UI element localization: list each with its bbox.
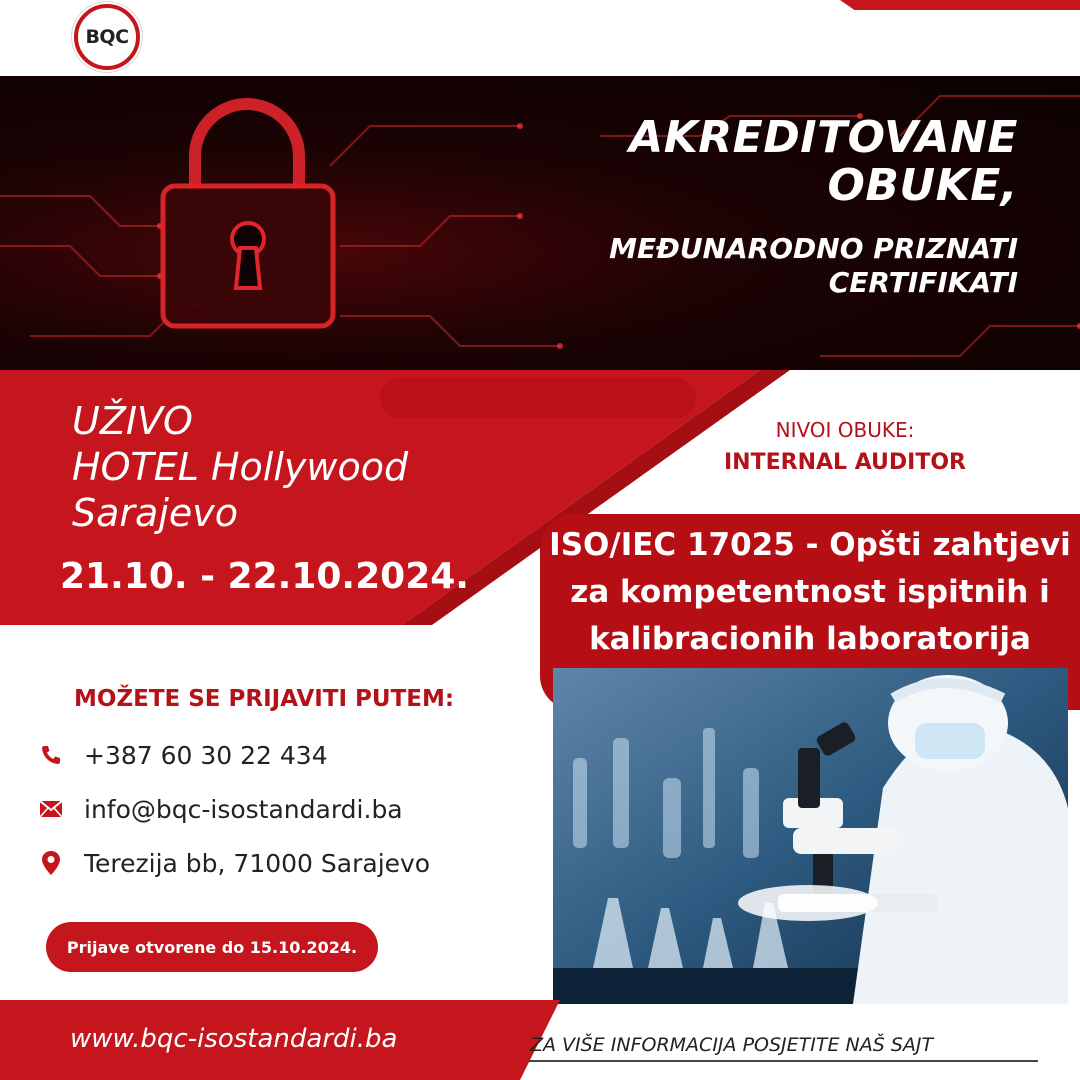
headline-line3: MEĐUNARODNO PRIZNATI — [609, 232, 1018, 265]
laboratory-photo — [553, 668, 1068, 1004]
event-dates: 21.10. - 22.10.2024. — [60, 556, 469, 597]
email-address: info@bqc-isostandardi.ba — [84, 794, 403, 824]
course-title-line3: kalibracionih laboratorija — [589, 621, 1031, 657]
envelope-icon — [38, 796, 64, 822]
registration-deadline-badge[interactable]: Prijave otvorene do 15.10.2024. — [46, 922, 378, 972]
event-venue: HOTEL Hollywood — [72, 445, 409, 489]
event-live-label: UŽIVO — [72, 399, 193, 443]
logo-text: BQC — [85, 26, 129, 48]
event-city: Sarajevo — [72, 491, 238, 535]
course-title — [540, 522, 1080, 663]
contact-email[interactable] — [38, 792, 403, 826]
event-location — [72, 398, 408, 536]
decorative-pill — [380, 378, 696, 418]
course-title-line2: za kompetentnost ispitnih i — [570, 574, 1050, 610]
headline — [609, 114, 1018, 300]
levels-value: INTERNAL AUDITOR — [724, 450, 966, 475]
street-address: Terezija bb, 71000 Sarajevo — [84, 848, 431, 878]
phone-icon — [38, 742, 64, 768]
phone-number: +387 60 30 22 434 — [84, 740, 328, 770]
headline-line2: OBUKE, — [827, 160, 1018, 211]
bqc-logo[interactable] — [74, 4, 140, 70]
levels-label: NIVOI OBUKE: — [775, 418, 915, 442]
training-levels — [690, 418, 1000, 475]
map-pin-icon — [38, 850, 64, 876]
padlock-icon — [163, 104, 333, 326]
hero-banner — [0, 76, 1080, 370]
more-info-text: ZA VIŠE INFORMACIJA POSJETITE NAŠ SAJT — [530, 1034, 934, 1056]
headline-line1: AKREDITOVANE — [629, 112, 1018, 163]
contact-title: MOŽETE SE PRIJAVITI PUTEM: — [74, 686, 455, 712]
course-title-line1: ISO/IEC 17025 - Opšti zahtjevi — [549, 527, 1071, 563]
contact-phone[interactable] — [38, 738, 328, 772]
contact-address[interactable] — [38, 846, 430, 880]
more-info-underline — [528, 1060, 1038, 1062]
headline-line4: CERTIFIKATI — [828, 266, 1018, 299]
top-corner-stripe — [840, 0, 1080, 10]
website-link[interactable]: www.bqc-isostandardi.ba — [70, 1024, 398, 1054]
